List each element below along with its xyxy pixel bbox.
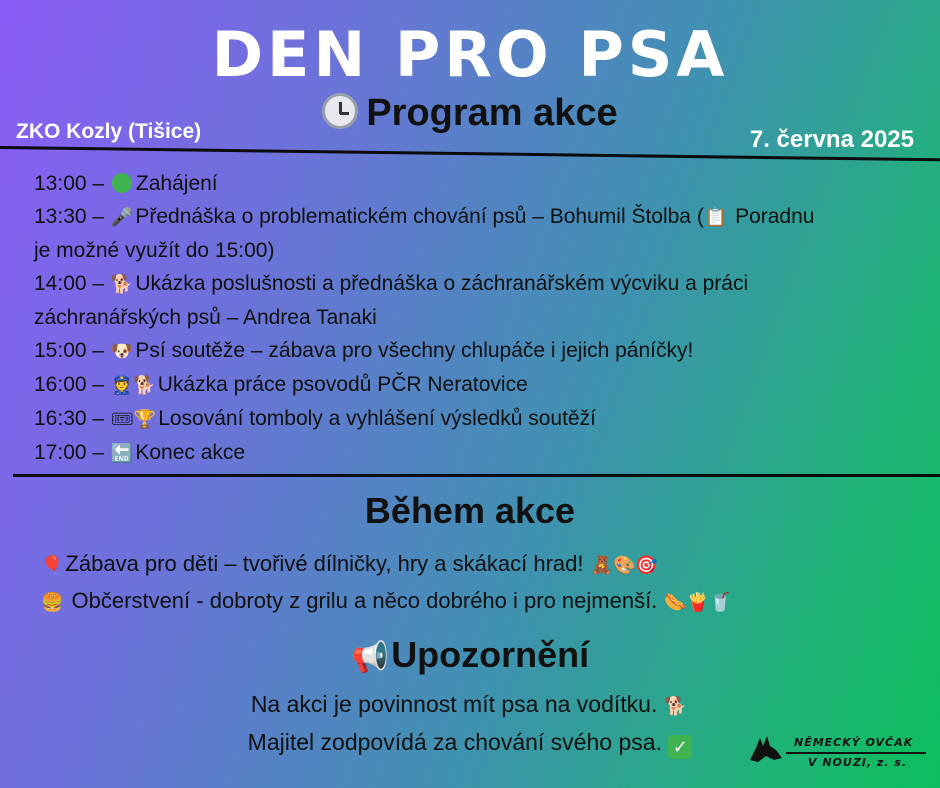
check-mark-icon: ✓ <box>668 735 692 759</box>
event-title: DEN PRO PSA <box>211 18 729 91</box>
schedule-item: 13:30 – 🎤Přednáška o problematickém chování psů – Bohumil Štolba (📋 Poradnu <box>34 200 914 234</box>
clipboard-icon: 📋 <box>704 207 728 227</box>
clock-icon <box>322 93 358 129</box>
balloon-icon: 🎈 <box>41 555 64 575</box>
schedule-item: 16:00 – 👮🐕Ukázka práce psovodů PČR Neratovice <box>34 368 914 402</box>
schedule-item: 13:00 – Zahájení <box>34 172 218 195</box>
end-arrow-icon: 🔚 <box>110 443 134 463</box>
organization-logo <box>746 730 930 774</box>
schedule-item-cont: záchranářských psů – Andrea Tanaki <box>34 306 377 329</box>
schedule-item: 14:00 – 🐕Ukázka poslušnosti a přednáška o záchranářském výcviku a práci <box>34 267 914 301</box>
schedule-item: 17:00 – 🔚Konec akce <box>34 436 914 470</box>
burger-icon: 🍔 <box>41 592 64 612</box>
dog-silhouette-icon <box>746 730 786 770</box>
during-list <box>40 546 920 620</box>
schedule-item: 16:30 – 🎟🏆Losování tomboly a vyhlášení výsledků soutěží <box>34 402 914 436</box>
hotdog-fries-drink-icons: 🌭🍟🥤 <box>664 592 732 612</box>
microphone-icon: 🎤 <box>110 207 134 227</box>
service-dog-icon: 🐕 <box>664 696 688 716</box>
divider <box>13 474 940 477</box>
organization: ZKO Kozly (Tišice) <box>16 120 202 143</box>
during-item: 🎈Zábava pro děti – tvořivé dílničky, hry a skákací hrad! 🧸🎨🎯 <box>40 546 920 583</box>
green-circle-icon <box>112 173 132 193</box>
schedule-item-cont: je možné využít do 15:00) <box>34 239 275 262</box>
event-date: 7. června 2025 <box>749 126 914 153</box>
service-dog-icon: 🐕 <box>110 274 134 294</box>
notice-line: Na akci je povinnost mít psa na vodítku. 🐕 <box>0 686 940 724</box>
schedule <box>34 167 914 470</box>
program-title: Program akce <box>366 92 618 134</box>
during-item: 🍔 Občerstvení - dobroty z grilu a něco dobrého i pro nejmenší. 🌭🍟🥤 <box>40 583 920 620</box>
notice-line: Majitel zodpovídá za chování svého psa. ✓ <box>0 724 940 760</box>
logo-text: NĚMECKÝ OVČAK V NOUZI, z. s. <box>794 736 914 769</box>
during-heading: Během akce <box>364 490 576 531</box>
police-officer-dog-icon: 👮🐕 <box>110 375 156 395</box>
ticket-trophy-icon: 🎟🏆 <box>110 409 157 429</box>
schedule-item: 15:00 – 🐶Psí soutěže – zábava pro všechny chlupáče i jejich páníčky! <box>34 334 914 368</box>
bear-palette-target-icons: 🧸🎨🎯 <box>590 555 658 575</box>
megaphone-icon: 📢 <box>351 641 390 674</box>
notice-heading: 📢Upozornění <box>351 634 590 675</box>
dog-face-icon: 🐶 <box>110 341 134 361</box>
